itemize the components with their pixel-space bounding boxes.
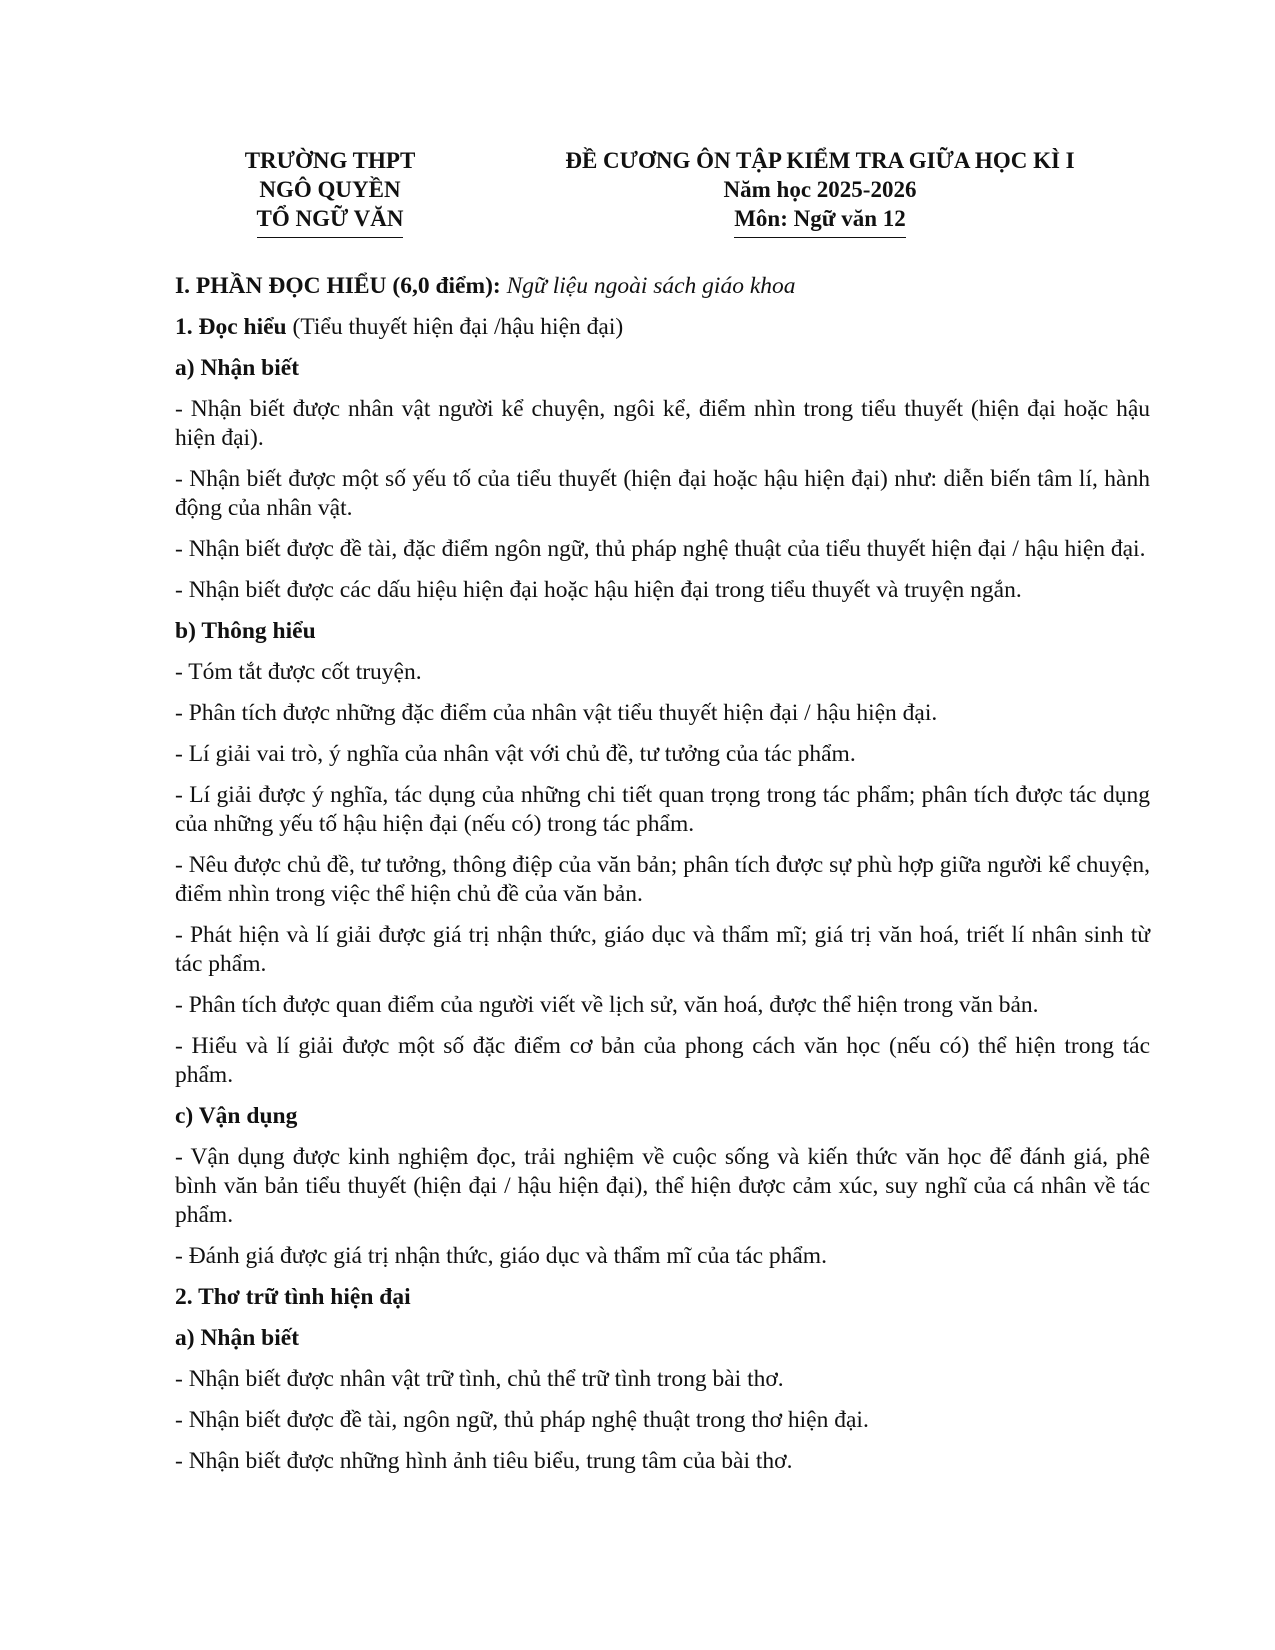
list-item: - Tóm tắt được cốt truyện. — [175, 659, 422, 685]
list-item: - Nhận biết được một số yếu tố của tiểu thuyết (hiện đại hoặc hậu hiện đại) như: diễn biến tâm lí, hành động của nhân vật. — [175, 466, 1150, 521]
part1-heading: 1. Đọc hiểu (Tiểu thuyết hiện đại /hậu hiện đại) — [175, 314, 624, 340]
list-item: - Hiểu và lí giải được một số đặc điểm cơ bản của phong cách văn học (nếu có) thể hiện trong tác phẩm. — [175, 1033, 1150, 1088]
part1-a-heading: a) Nhận biết — [175, 355, 300, 381]
list-item: - Vận dụng được kinh nghiệm đọc, trải nghiệm về cuộc sống và kiến thức văn học để đánh giá, phê bình văn bản tiểu thuyết (hiện đại / hậu hiện đại), thể hiện được cảm xúc, suy nghĩ của cá nhân về tác phẩm. — [175, 1144, 1150, 1228]
list-item: - Nhận biết được đề tài, ngôn ngữ, thủ pháp nghệ thuật trong thơ hiện đại. — [175, 1407, 869, 1433]
list-item: - Phân tích được những đặc điểm của nhân vật tiểu thuyết hiện đại / hậu hiện đại. — [175, 700, 938, 726]
list-item: - Phát hiện và lí giải được giá trị nhận thức, giáo dục và thẩm mĩ; giá trị văn hoá, triết lí nhân sinh từ tác phẩm. — [175, 922, 1150, 977]
part1-b-heading: b) Thông hiểu — [175, 618, 316, 644]
list-item: - Đánh giá được giá trị nhận thức, giáo dục và thẩm mĩ của tác phẩm. — [175, 1243, 827, 1269]
list-item: - Nhận biết được đề tài, đặc điểm ngôn ngữ, thủ pháp nghệ thuật của tiểu thuyết hiện đại / hậu hiện đại. — [175, 536, 1146, 562]
document-body — [175, 272, 1150, 1488]
document-title-header — [505, 146, 1135, 233]
document-title: ĐỀ CƯƠNG ÔN TẬP KIỂM TRA GIỮA HỌC KÌ I — [565, 148, 1075, 173]
section-heading-reading: I. PHẦN ĐỌC HIỂU (6,0 điểm): Ngữ liệu ngoài sách giáo khoa — [175, 273, 796, 299]
list-item: - Nhận biết được nhân vật trữ tình, chủ thể trữ tình trong bài thơ. — [175, 1366, 784, 1392]
school-name-line2: NGÔ QUYỀN — [259, 177, 401, 202]
part2-heading: 2. Thơ trữ tình hiện đại — [175, 1284, 411, 1310]
part2-a-heading: a) Nhận biết — [175, 1325, 300, 1351]
part1-c-heading: c) Vận dụng — [175, 1103, 298, 1129]
list-item: - Phân tích được quan điểm của người viết về lịch sử, văn hoá, được thể hiện trong văn bản. — [175, 992, 1039, 1018]
list-item: - Lí giải vai trò, ý nghĩa của nhân vật với chủ đề, tư tưởng của tác phẩm. — [175, 741, 856, 767]
school-header — [190, 146, 470, 233]
school-name-line1: TRƯỜNG THPT — [244, 148, 416, 173]
list-item: - Lí giải được ý nghĩa, tác dụng của những chi tiết quan trọng trong tác phẩm; phân tích được tác dụng của những yếu tố hậu hiện đại (nếu có) trong tác phẩm. — [175, 782, 1150, 837]
department-name: TỔ NGỮ VĂN — [256, 206, 404, 231]
list-item: - Nhận biết được các dấu hiệu hiện đại hoặc hậu hiện đại trong tiểu thuyết và truyện ngắn. — [175, 577, 1022, 603]
list-item: - Nhận biết được nhân vật người kể chuyện, ngôi kể, điểm nhìn trong tiểu thuyết (hiện đại hoặc hậu hiện đại). — [175, 396, 1150, 451]
school-year: Năm học 2025-2026 — [723, 177, 917, 202]
list-item: - Nêu được chủ đề, tư tưởng, thông điệp của văn bản; phân tích được sự phù hợp giữa người kể chuyện, điểm nhìn trong việc thể hiện chủ đề của văn bản. — [175, 852, 1150, 907]
subject-name: Môn: Ngữ văn 12 — [734, 206, 906, 231]
list-item: - Nhận biết được những hình ảnh tiêu biểu, trung tâm của bài thơ. — [175, 1448, 793, 1474]
